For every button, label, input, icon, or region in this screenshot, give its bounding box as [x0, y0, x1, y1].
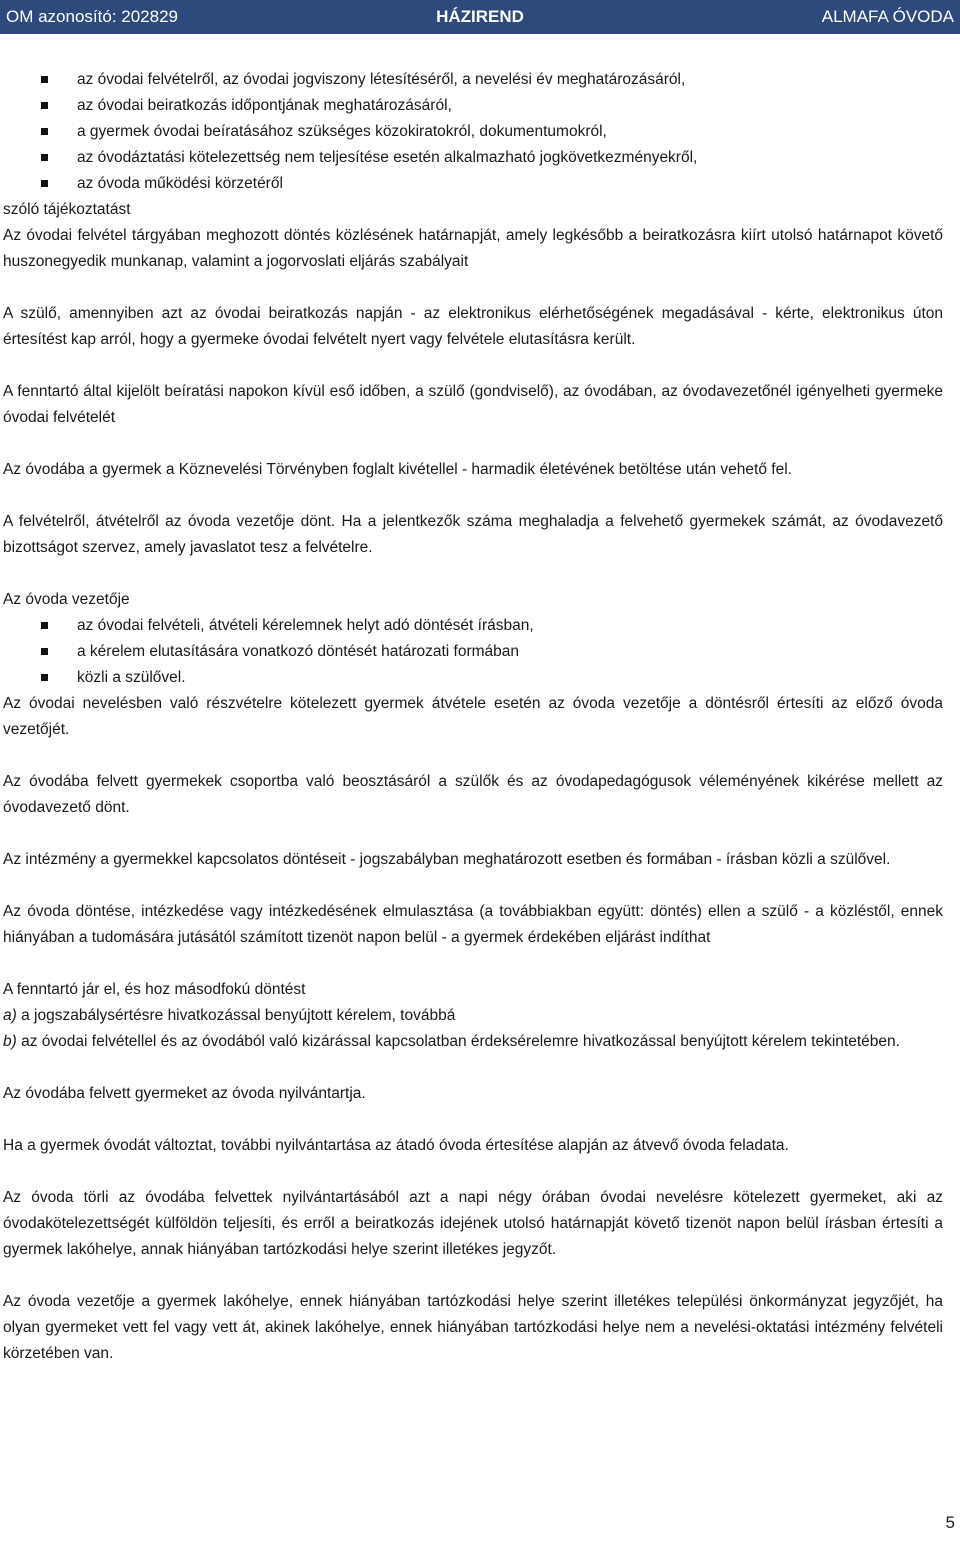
paragraph-maintainer-a: a) a jogszabálysértésre hivatkozással benyújtott kérelem, továbbá — [3, 1007, 456, 1024]
paragraph-transfer-notice: Az óvodai nevelésben való részvételre kötelezett gyermek átvétele esetén az óvoda vezetője a döntésről értesíti az előző óvoda vezetőjét. — [3, 695, 943, 738]
paragraph-removal-registry: Az óvoda törli az óvodába felvettek nyilvántartásából azt a napi négy órában óvodai nevelésre kötelezett gyermeket, aki az óvodakötelezettségét külföldön teljesíti, és erről a beiratkozás idejének utolsó határnapját követő tizenöt napon belül írásban értesíti a gyermek lakóhelye, annak hiányában tartózkodási helye szerint illetékes jegyzőt. — [3, 1189, 943, 1258]
paragraph-admission-age: Az óvodába a gyermek a Köznevelési Törvényben foglalt kivétellel - harmadik életévének betöltése után vehető fel. — [3, 461, 792, 478]
page-header — [0, 0, 960, 34]
paragraph-director-intro: Az óvoda vezetője — [3, 591, 130, 608]
paragraph-notary-notice: Az óvoda vezetője a gyermek lakóhelye, ennek hiányában tartózkodási helye szerint illetékes települési önkormányzat jegyzőjét, ha olyan gyermeket vett fel vagy vett át, akinek lakóhelye, ennek hiányában tartózkodási helye nem a nevelési-oktatási intézmény felvételi körzetében van. — [3, 1293, 943, 1362]
list-item: az óvodai felvételről, az óvodai jogviszony létesítéséről, a nevelési év meghatározásáról, — [3, 67, 943, 93]
list-item: a gyermek óvodai beíratásához szükséges közokiratokról, dokumentumokról, — [3, 119, 943, 145]
paragraph-szolo: szóló tájékoztatást — [3, 201, 131, 218]
paragraph-electronic-notice: A szülő, amennyiben azt az óvodai beiratkozás napján - az elektronikus elérhetőségének megadásával - kérte, elektronikus úton értesítést kap arról, hogy a gyermeke óvodai felvételt nyert vagy felvétele elutasításra került. — [3, 305, 943, 348]
square-bullet-icon — [41, 622, 48, 629]
paragraph-maintainer-intro: A fenntartó jár el, és hoz másodfokú döntést — [3, 981, 306, 998]
square-bullet-icon — [41, 154, 48, 161]
paragraph-maintainer-b: b) az óvodai felvétellel és az óvodából való kizárással kapcsolatban érdeksérelemre hivatkozással benyújtott kérelem tekintetében. — [3, 1033, 900, 1050]
list-item: közli a szülővel. — [3, 665, 943, 691]
info-topics-list — [3, 67, 943, 197]
header-title: HÁZIREND — [436, 7, 524, 26]
square-bullet-icon — [41, 102, 48, 109]
square-bullet-icon — [41, 674, 48, 681]
list-item: az óvodai felvételi, átvételi kérelemnek helyt adó döntését írásban, — [3, 613, 943, 639]
page-number: 5 — [945, 1513, 955, 1532]
header-om-id: OM azonosító: 202829 — [6, 7, 179, 26]
paragraph-admission-decision: A felvételről, átvételről az óvoda vezetője dönt. Ha a jelentkezők száma meghaladja a felvehető gyermekek számát, az óvodavezető bizottságot szervez, amely javaslatot tesz a felvételre. — [3, 513, 943, 556]
list-item: az óvodai beiratkozás időpontjának meghatározásáról, — [3, 93, 943, 119]
square-bullet-icon — [41, 648, 48, 655]
list-item: a kérelem elutasítására vonatkozó döntését határozati formában — [3, 639, 943, 665]
square-bullet-icon — [41, 180, 48, 187]
paragraph-decision-deadline: Az óvodai felvétel tárgyában meghozott döntés közlésének határnapját, amely legkésőbb a beiratkozásra kiírt utolsó határnapot követő huszonegyedik munkanap, valamint a jogorvoslati eljárás szabályait — [3, 227, 943, 270]
paragraph-change-kindergarten: Ha a gyermek óvodát változtat, további nyilvántartása az átadó óvoda értesítése alapján az átvevő óvoda feladata. — [3, 1137, 789, 1154]
list-item: az óvodáztatási kötelezettség nem teljesítése esetén alkalmazható jogkövetkezményekről, — [3, 145, 943, 171]
paragraph-group-assignment: Az óvodába felvett gyermekek csoportba való beosztásáról a szülők és az óvodapedagógusok véleményének kikérése mellett az óvodavezető dönt. — [3, 773, 943, 816]
header-institution: ALMAFA ÓVODA — [821, 7, 954, 26]
paragraph-appeal: Az óvoda döntése, intézkedése vagy intézkedésének elmulasztása (a továbbiakban együtt: döntés) ellen a szülő - a közléstől, ennek hiányában a tudomására jutásától számított tizenöt napon belül - a gyermek érdekében eljárást indíthat — [3, 903, 943, 946]
list-item: az óvoda működési körzetéről — [3, 171, 943, 197]
square-bullet-icon — [41, 76, 48, 83]
paragraph-outside-enrollment: A fenntartó által kijelölt beíratási napokon kívül eső időben, a szülő (gondviselő), az óvodában, az óvodavezetőnél igényelheti gyermeke óvodai felvételét — [3, 383, 943, 426]
paragraph-written-decisions: Az intézmény a gyermekkel kapcsolatos döntéseit - jogszabályban meghatározott esetben és formában - írásban közli a szülővel. — [3, 851, 891, 868]
document-body — [3, 67, 943, 1367]
paragraph-registry: Az óvodába felvett gyermeket az óvoda nyilvántartja. — [3, 1085, 366, 1102]
square-bullet-icon — [41, 128, 48, 135]
director-actions-list — [3, 613, 943, 691]
